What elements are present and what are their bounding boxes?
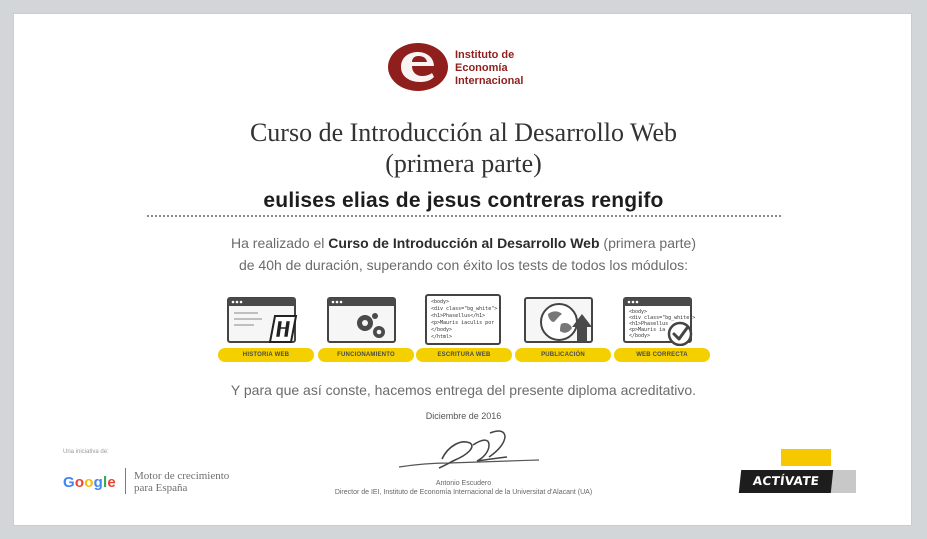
google-letter-3: o [84,474,94,491]
institution-name-line2: Economía [455,62,508,74]
code-line-5: </body> [431,327,453,333]
valid-code-line-4: <p>Mauris ia [629,327,666,333]
course-title [0,117,927,179]
code-line-1: <body> [431,299,450,305]
institution-logo-mark [387,42,449,92]
code-line-3: <h1>Phasellus</h1> [431,313,486,319]
valid-code-line-3: <h1>Phasellus [629,321,669,327]
closing-statement: Y para que así conste, hacemos entrega del presente diploma acreditativo. [230,382,697,398]
google-letter-1: G [63,474,75,491]
activate-logo [740,449,856,493]
validated-code-icon [622,294,702,346]
google-program-line1: Motor de crecimiento [134,470,230,482]
code-line-6: </html> [431,334,453,340]
student-name: eulises elias de jesus contreras rengifo [263,189,664,212]
gears-icon [326,294,406,346]
description-suffix: (primera parte) [599,235,696,251]
course-title-line1: Curso de Introducción al Desarrollo Web [249,118,678,147]
module-label-web-correcta: WEB CORRECTA [614,348,710,362]
activate-text: ACTÍVATE [739,470,833,493]
google-letter-4: g [93,474,103,491]
history-web-icon [226,294,306,346]
module-label-publicacion: PUBLICACIÓN [515,348,611,362]
course-title-line2: (primera parte) [385,149,542,178]
completion-description [0,232,927,276]
code-line-4: <p>Mauris iaculis por [431,320,495,326]
module-publicacion [515,294,611,366]
google-program-line2: para España [134,482,188,494]
handwritten-signature [394,421,542,479]
code-editor-icon [424,294,504,346]
description-line2: de 40h de duración, superando con éxito los tests de todos los módulos: [238,257,689,273]
code-line-2: <div class="bg_white"> [431,306,498,312]
module-web-correcta [614,294,710,366]
module-historia-web [218,294,314,366]
module-funcionamiento [318,294,414,366]
description-course-name: Curso de Introducción al Desarrollo Web [328,235,600,251]
google-letter-5: l [103,474,108,491]
valid-code-line-2: <div class="bg_white"> [629,315,696,321]
description-prefix: Ha realizado el [231,235,329,251]
module-label-escritura-web: ESCRITURA WEB [416,348,512,362]
institution-name-line1: Instituto de [455,49,515,61]
institution-logo [387,40,557,98]
institution-name [455,49,565,88]
valid-code-line-5: </body> [629,333,651,339]
activate-grey-block [830,470,856,493]
name-dotted-line [147,215,781,217]
valid-code-line-1: <body> [629,309,648,315]
globe-upload-icon [523,294,603,346]
signer-role: Director de IEI, Instituto de Economía Internacional de la Universitat d'Alacant (UA) [334,489,593,496]
signer-name: Antonio Escudero [435,480,492,487]
module-escritura-web [416,294,512,366]
issue-date: Diciembre de 2016 [425,411,502,421]
description-line1 [0,232,927,254]
module-label-funcionamiento: FUNCIONAMIENTO [318,348,414,362]
google-letter-6: e [107,474,116,491]
initiative-label: Una iniciativa de: [63,449,109,455]
institution-name-line3: Internacional [455,75,524,87]
activate-yellow-block [781,449,831,466]
module-label-historia-web: HISTORIA WEB [218,348,314,362]
google-letter-2: o [74,474,85,491]
